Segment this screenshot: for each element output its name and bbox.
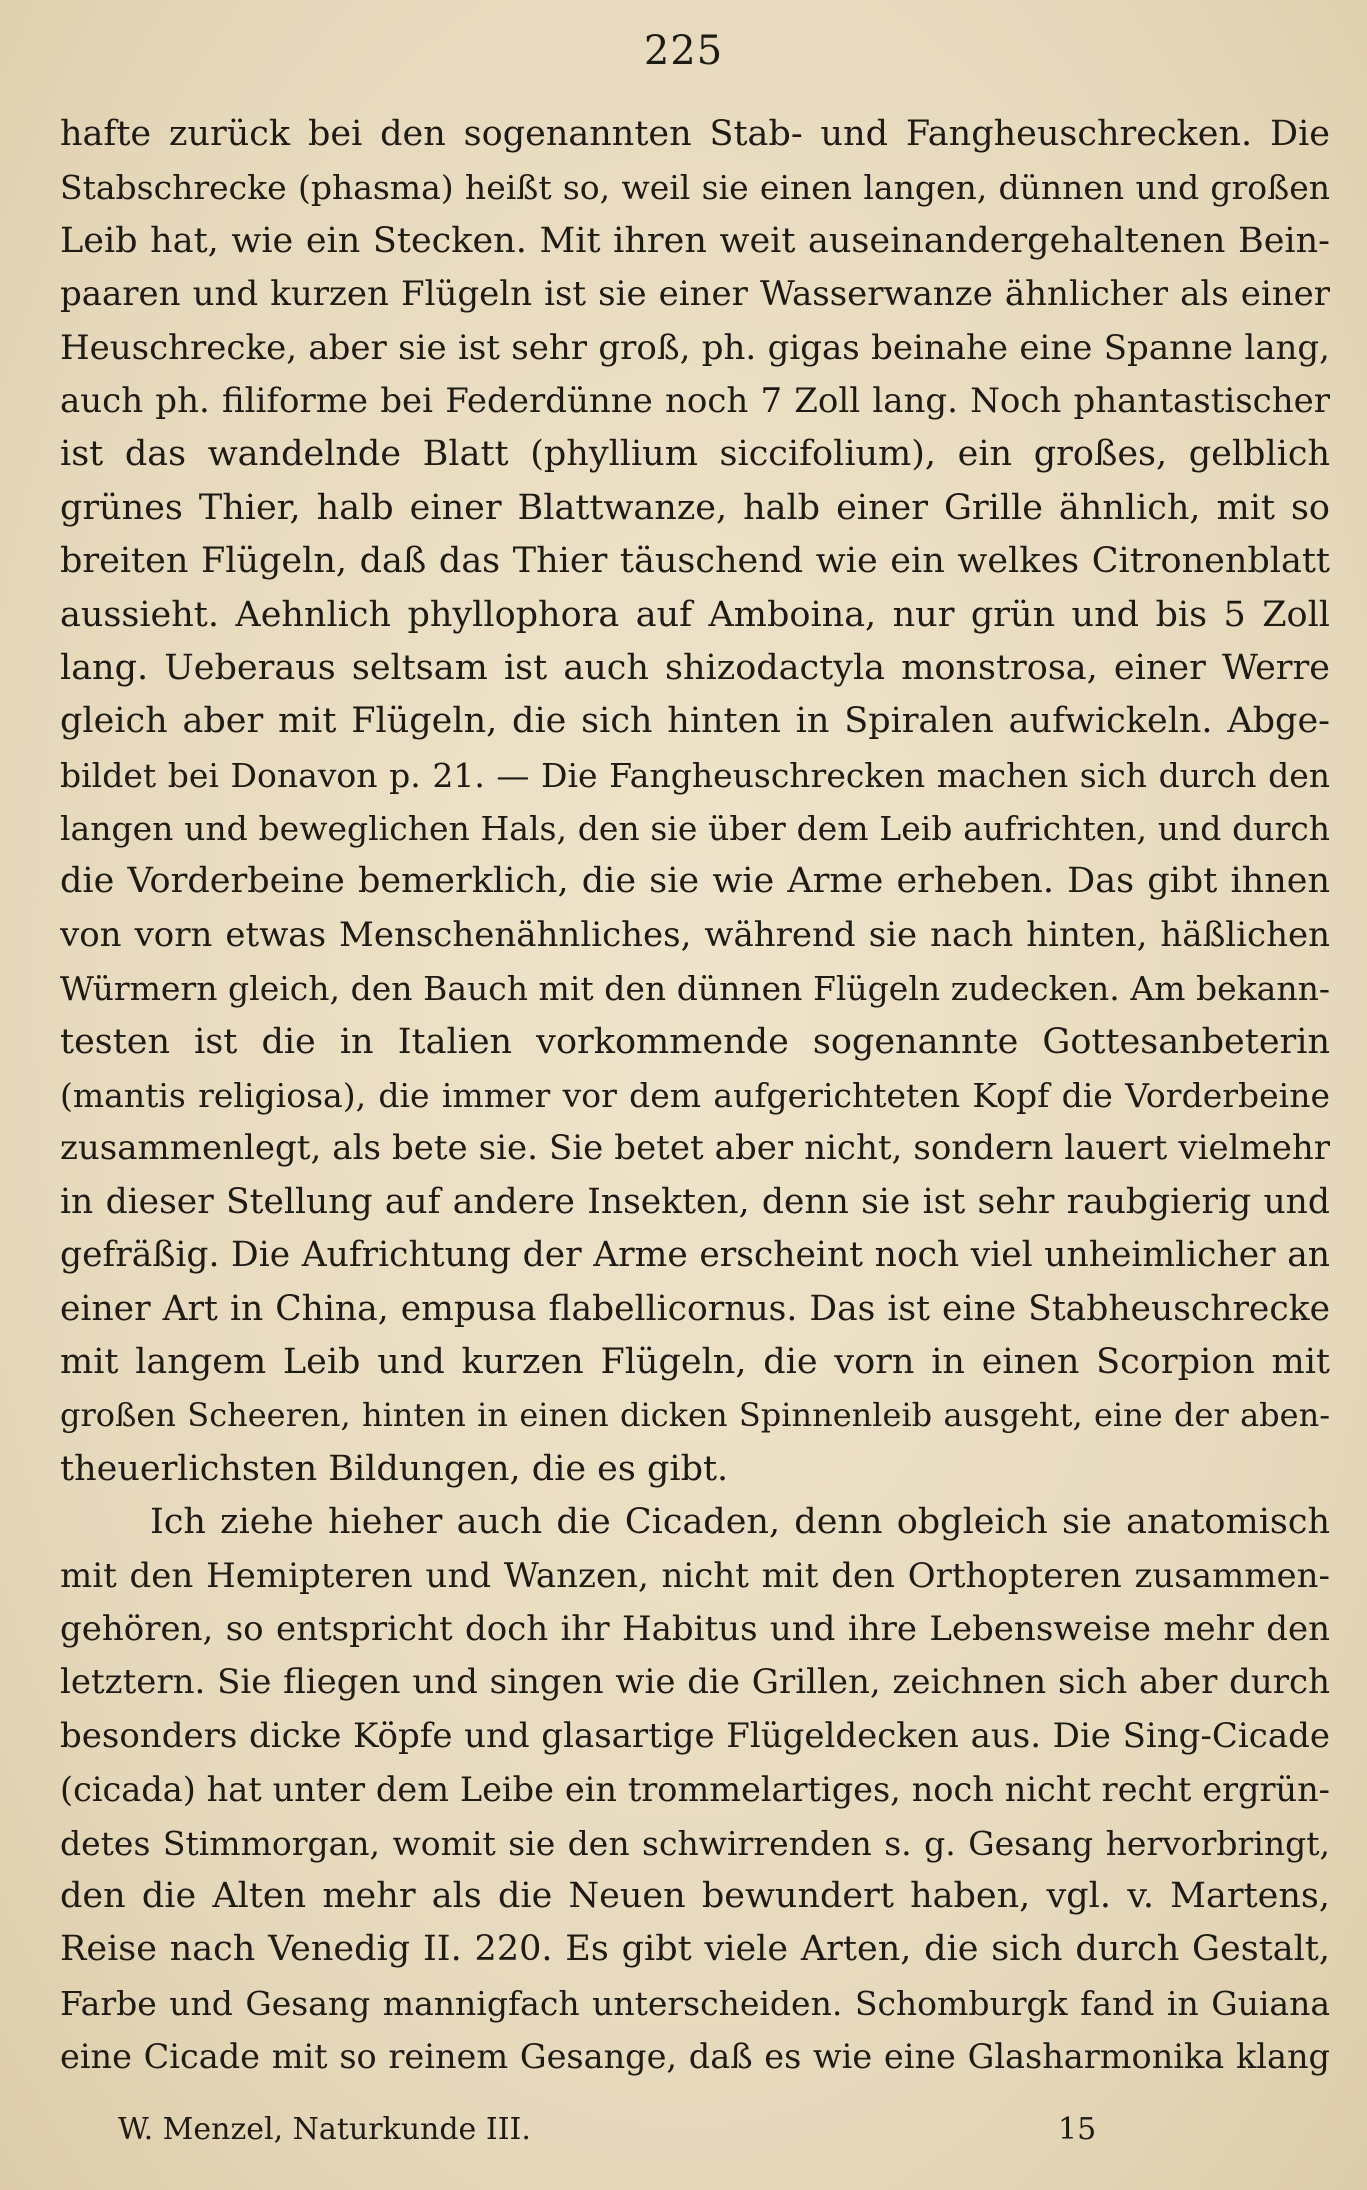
footer-signature: W. Menzel, Naturkunde III. xyxy=(118,2112,531,2147)
text-line: langen und beweglichen Hals, den sie über dem Leib aufrichten, und durch xyxy=(60,809,1330,849)
text-line: Stabschrecke (phasma) heißt so, weil sie einen langen, dünnen und großen xyxy=(60,168,1330,208)
body-text xyxy=(60,108,1330,2083)
text-line: grünes Thier, halb einer Blattwanze, halb einer Grille ähnlich, mit so xyxy=(60,487,1330,528)
text-line: Reise nach Venedig II. 220. Es gibt viele Arten, die sich durch Gestalt, xyxy=(60,1929,1330,1970)
text-line: mit den Hemipteren und Wanzen, nicht mit den Orthopteren zusammen- xyxy=(60,1555,1330,1596)
text-line: mit langem Leib und kurzen Flügeln, die vorn in einen Scorpion mit xyxy=(60,1341,1330,1382)
text-line: gehören, so entspricht doch ihr Habitus und ihre Lebensweise mehr den xyxy=(60,1608,1330,1649)
text-line: von vorn etwas Menschenähnliches, während sie nach hinten, häßlichen xyxy=(60,914,1330,955)
paragraph-2 xyxy=(60,1496,1330,2083)
text-line: Leib hat, wie ein Stecken. Mit ihren weit auseinandergehaltenen Bein- xyxy=(60,220,1330,261)
page-number: 225 xyxy=(643,28,724,74)
text-line: besonders dicke Köpfe und glasartige Flügeldecken aus. Die Sing-Cicade xyxy=(60,1715,1330,1756)
paragraph-1 xyxy=(60,108,1330,1496)
text-line: Würmern gleich, den Bauch mit den dünnen Flügeln zudecken. Am bekann- xyxy=(60,969,1330,1009)
text-line: gleich aber mit Flügeln, die sich hinten in Spiralen aufwickeln. Abge- xyxy=(60,701,1330,742)
text-line: Farbe und Gesang mannigfach unterscheiden. Schomburgk fand in Guiana xyxy=(60,1983,1330,2023)
text-line: letztern. Sie fliegen und singen wie die Grillen, zeichnen sich aber durch xyxy=(60,1662,1330,1703)
text-line: ist das wandelnde Blatt (phyllium siccifolium), ein großes, gelblich xyxy=(60,434,1330,475)
text-line: theuerlichsten Bildungen, die es gibt. xyxy=(60,1448,729,1489)
text-line: zusammenlegt, als bete sie. Sie betet aber nicht, sondern lauert vielmehr xyxy=(60,1128,1330,1169)
text-line: einer Art in China, empusa flabellicornus. Das ist eine Stabheuschrecke xyxy=(60,1288,1330,1329)
text-line: lang. Ueberaus seltsam ist auch shizodactyla monstrosa, einer Werre xyxy=(60,647,1330,688)
sheet-number: 15 xyxy=(1058,2112,1097,2147)
text-line: breiten Flügeln, daß das Thier täuschend wie ein welkes Citronenblatt xyxy=(60,541,1330,582)
text-line: (mantis religiosa), die immer vor dem aufgerichteten Kopf die Vorderbeine xyxy=(60,1076,1330,1116)
text-line: aussieht. Aehnlich phyllophora auf Amboina, nur grün und bis 5 Zoll xyxy=(60,594,1330,635)
text-line: Ich ziehe hieher auch die Cicaden, denn obgleich sie anatomisch xyxy=(150,1502,1330,1543)
text-line: die Vorderbeine bemerklich, die sie wie Arme erheben. Das gibt ihnen xyxy=(60,861,1330,902)
text-line: testen ist die in Italien vorkommende sogenannte Gottesanbeterin xyxy=(60,1021,1330,1062)
text-line: (cicada) hat unter dem Leibe ein trommelartiges, noch nicht recht ergrün- xyxy=(60,1770,1330,1810)
text-line: paaren und kurzen Flügeln ist sie einer Wasserwanze ähnlicher als einer xyxy=(60,274,1330,315)
page-footer xyxy=(118,2110,1118,2150)
text-line: bildet bei Donavon p. 21. — Die Fangheuschrecken machen sich durch den xyxy=(60,755,1330,795)
text-line: hafte zurück bei den sogenannten Stab- und Fangheuschrecken. Die xyxy=(60,114,1330,154)
text-line: großen Scheeren, hinten in einen dicken Spinnenleib ausgeht, eine der aben- xyxy=(60,1396,1330,1435)
text-line: auch ph. filiforme bei Federdünne noch 7 Zoll lang. Noch phantastischer xyxy=(60,380,1330,421)
text-line: detes Stimmorgan, womit sie den schwirrenden s. g. Gesang hervorbringt, xyxy=(60,1823,1330,1863)
text-line: eine Cicade mit so reinem Gesange, daß es wie eine Glasharmonika klang xyxy=(60,2037,1330,2077)
text-line: Heuschrecke, aber sie ist sehr groß, ph. gigas beinahe eine Spanne lang, xyxy=(60,327,1330,368)
text-line: gefräßig. Die Aufrichtung der Arme erscheint noch viel unheimlicher an xyxy=(60,1235,1330,1276)
text-line: den die Alten mehr als die Neuen bewundert haben, vgl. v. Martens, xyxy=(60,1875,1330,1916)
text-line: in dieser Stellung auf andere Insekten, denn sie ist sehr raubgierig und xyxy=(60,1181,1330,1222)
